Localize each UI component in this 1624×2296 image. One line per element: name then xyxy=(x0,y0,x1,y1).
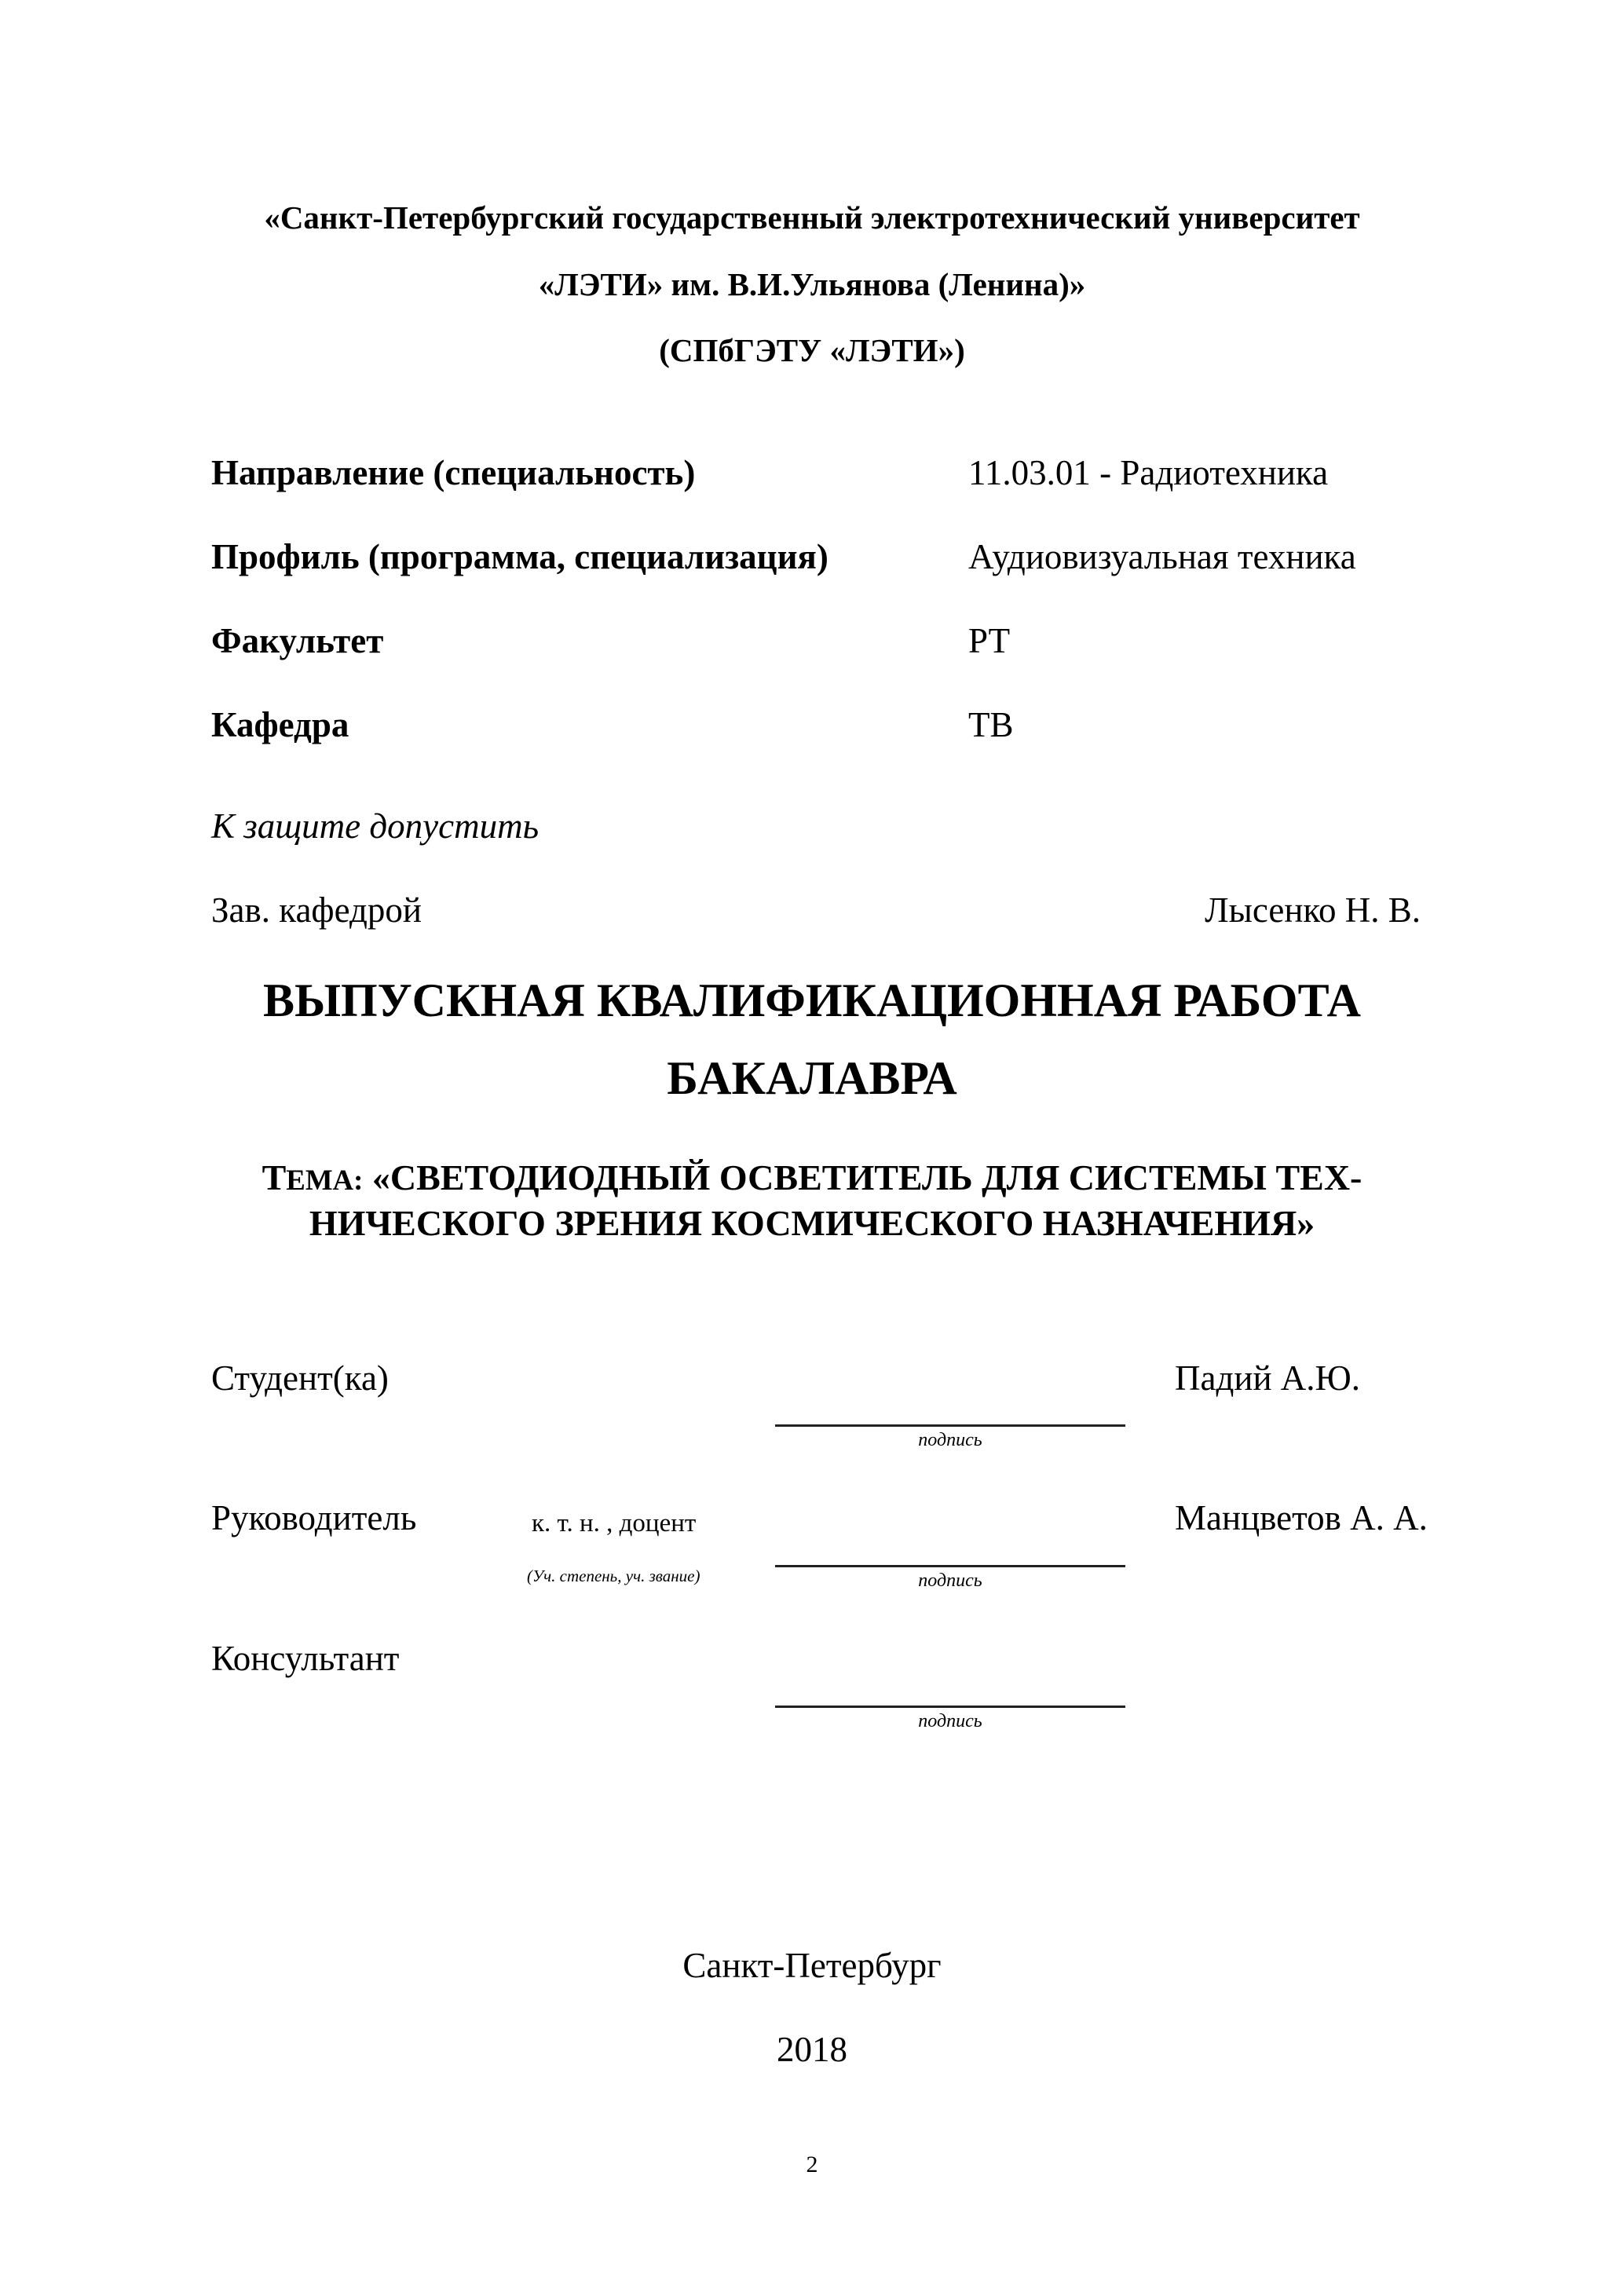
department-label: Кафедра xyxy=(211,705,349,744)
topic-prefix-rest: ЕМА: xyxy=(286,1164,364,1196)
consultant-signature-line xyxy=(775,1706,1125,1708)
supervisor-signature-caption: подпись xyxy=(918,1570,982,1591)
admission-note: К защите допустить xyxy=(211,806,540,846)
year: 2018 xyxy=(777,2030,847,2069)
page-number: 2 xyxy=(806,2152,818,2177)
student-signature-line xyxy=(775,1424,1125,1427)
supervisor-label: Руководитель xyxy=(211,1498,417,1537)
university-name-line1: «Санкт-Петербургский государственный электротехнический университет xyxy=(264,199,1360,236)
consultant-label: Консультант xyxy=(211,1639,400,1678)
supervisor-name: Манцветов А. А. xyxy=(1175,1498,1428,1537)
supervisor-degree: к. т. н. , доцент xyxy=(532,1509,697,1537)
head-of-department-name: Лысенко Н. В. xyxy=(1205,890,1421,930)
profile-value: Аудиовизуальная техника xyxy=(968,537,1356,576)
thesis-title-line2: БАКАЛАВРА xyxy=(667,1052,957,1104)
topic-line1 xyxy=(0,1157,1624,1197)
direction-label: Направление (специальность) xyxy=(211,453,696,492)
topic-text-line1: «СВЕТОДИОДНЫЙ ОСВЕТИТЕЛЬ ДЛЯ СИСТЕМЫ ТЕХ- xyxy=(371,1157,1362,1197)
head-of-department-label: Зав. кафедрой xyxy=(211,890,422,930)
faculty-label: Факультет xyxy=(211,621,384,660)
university-abbreviation: (СПбГЭТУ «ЛЭТИ») xyxy=(659,332,965,368)
profile-label: Профиль (программа, специализация) xyxy=(211,537,828,576)
department-value: ТВ xyxy=(968,705,1014,744)
student-name: Падий А.Ю. xyxy=(1175,1358,1361,1398)
student-signature-caption: подпись xyxy=(918,1430,982,1450)
student-label: Студент(ка) xyxy=(211,1358,389,1398)
supervisor-degree-caption: (Уч. степень, уч. звание) xyxy=(527,1567,700,1585)
consultant-signature-caption: подпись xyxy=(918,1711,982,1731)
university-name-line2: «ЛЭТИ» им. В.И.Ульянова (Ленина)» xyxy=(538,266,1086,302)
direction-value: 11.03.01 - Радиотехника xyxy=(968,453,1329,492)
topic-line2: НИЧЕСКОГО ЗРЕНИЯ КОСМИЧЕСКОГО НАЗНАЧЕНИЯ» xyxy=(309,1203,1315,1243)
topic-prefix-first: Т xyxy=(262,1157,287,1197)
supervisor-signature-line xyxy=(775,1565,1125,1567)
faculty-value: РТ xyxy=(968,621,1011,660)
city: Санкт-Петербург xyxy=(682,1946,942,1985)
thesis-title-line1: ВЫПУСКНАЯ КВАЛИФИКАЦИОННАЯ РАБОТА xyxy=(263,974,1361,1026)
